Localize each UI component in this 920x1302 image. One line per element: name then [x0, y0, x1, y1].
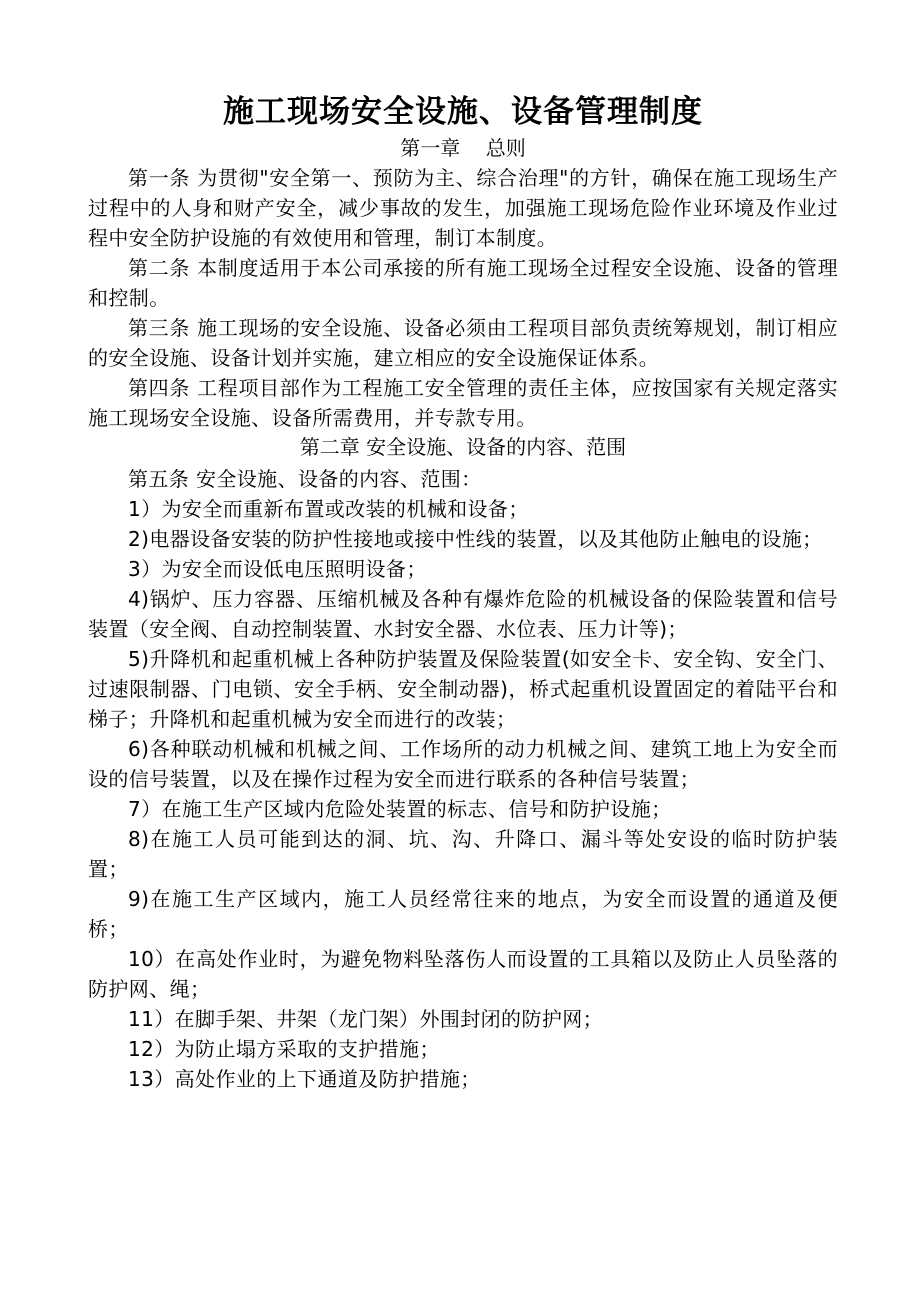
list-item: 2)电器设备安装的防护性接地或接中性线的装置，以及其他防止触电的设施； — [128, 527, 823, 551]
list-item: 6)各种联动机械和机械之间、工作场所的动力机械之间、建筑工地上为安全而设的信号装置，以及在操作过程为安全而进行联系的各种信号装置； — [88, 737, 838, 791]
list-item: 13）高处作业的上下通道及防护措施； — [128, 1067, 481, 1091]
document-title: 施工现场安全设施、设备管理制度 — [223, 94, 703, 130]
list-item: 1）为安全而重新布置或改装的机械和设备； — [128, 497, 529, 521]
article-1: 第一条 为贯彻"安全第一、预防为主、综合治理"的方针，确保在施工现场生产过程中的人身和财产安全，减少事故的发生，加强施工现场危险作业环境及作业过程中安全防护设施的有效使用和管理，制订本制度。 — [88, 166, 838, 250]
list-item: 5)升降机和起重机械上各种防护装置及保险装置(如安全卡、安全钩、安全门、过速限制器、门电锁、安全手柄、安全制动器)，桥式起重机设置固定的着陆平台和梯子；升降机和起重机械为安全而进行的改装； — [88, 647, 838, 731]
list-item: 10）在高处作业时，为避免物料坠落伤人而设置的工具箱以及防止人员坠落的防护网、绳； — [88, 947, 838, 1001]
list-item: 12）为防止塌方采取的支护措施； — [128, 1037, 440, 1061]
chapter-heading-2: 第二章 安全设施、设备的内容、范围 — [299, 435, 627, 459]
list-item: 9)在施工生产区域内，施工人员经常往来的地点，为安全而设置的通道及便桥； — [88, 887, 838, 941]
article-3: 第三条 施工现场的安全设施、设备必须由工程项目部负责统筹规划，制订相应的安全设施、设备计划并实施，建立相应的安全设施保证体系。 — [88, 316, 838, 370]
article-4: 第四条 工程项目部作为工程施工安全管理的责任主体，应按国家有关规定落实施工现场安全设施、设备所需费用，并专款专用。 — [88, 376, 838, 430]
article-5: 第五条 安全设施、设备的内容、范围： — [128, 467, 482, 491]
article-2: 第二条 本制度适用于本公司承接的所有施工现场全过程安全设施、设备的管理和控制。 — [88, 256, 838, 310]
chapter-heading-1: 第一章 总则 — [400, 136, 526, 160]
list-item: 7）在施工生产区域内危险处装置的标志、信号和防护设施； — [128, 797, 672, 821]
list-item: 3）为安全而设低电压照明设备； — [128, 557, 427, 581]
list-item: 11）在脚手架、井架（龙门架）外围封闭的防护网； — [128, 1007, 604, 1031]
list-item: 4)锅炉、压力容器、压缩机械及各种有爆炸危险的机械设备的保险装置和信号装置（安全阀、自动控制装置、水封安全器、水位表、压力计等)； — [88, 587, 838, 641]
list-item: 8)在施工人员可能到达的洞、坑、沟、升降口、漏斗等处安设的临时防护装置； — [88, 827, 838, 881]
